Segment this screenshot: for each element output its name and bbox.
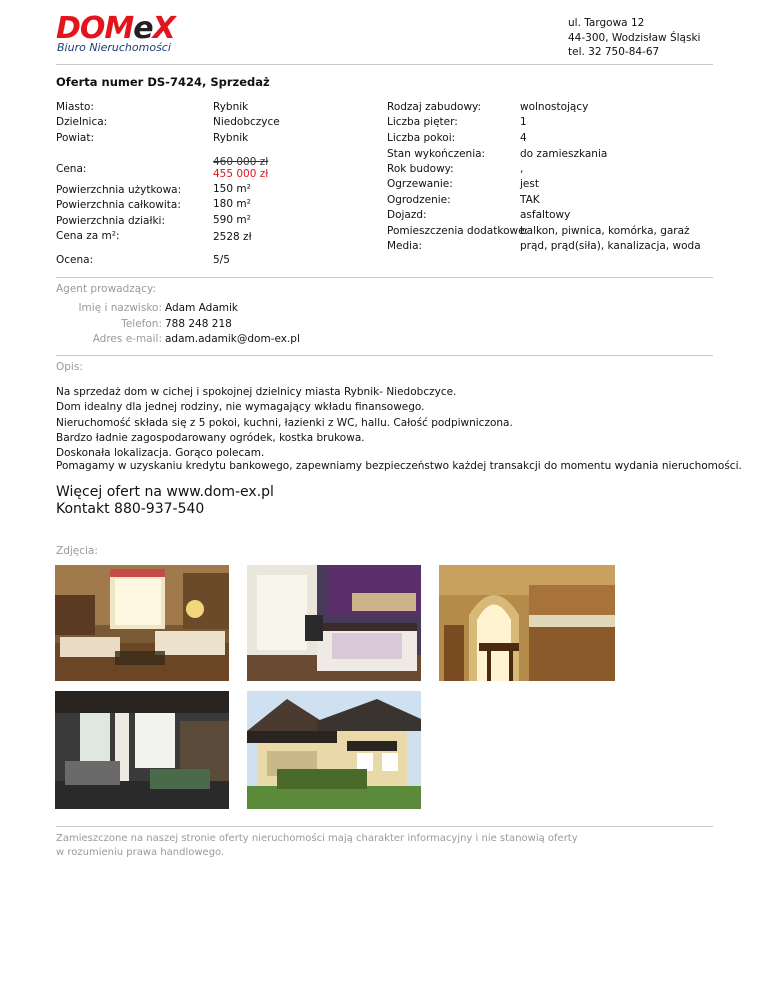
price-old: 460 000 zł xyxy=(213,156,269,168)
label-media: Media: xyxy=(387,240,423,252)
value-rodzaj-zabudowy: wolnostojący xyxy=(520,101,589,113)
label-stan-wykonczenia: Stan wykończenia: xyxy=(387,148,486,160)
value-cena-za-m2: 2528 zł xyxy=(213,231,252,243)
contact-city: 44-300, Wodzisław Śląski xyxy=(568,31,701,44)
label-pow-calkowita: Powierzchnia całkowita: xyxy=(56,199,181,211)
photo-bedroom[interactable] xyxy=(247,565,421,681)
value-dzielnica: Niedobczyce xyxy=(213,116,280,128)
contact-street: ul. Targowa 12 xyxy=(568,17,645,29)
description-line: Doskonała lokalizacja. Gorąco polecam. xyxy=(56,447,265,460)
agency-contact xyxy=(568,16,700,60)
price-new: 455 000 zł xyxy=(213,168,269,180)
value-pow-uzytkowa: 150 m² xyxy=(213,183,251,195)
photo-interior[interactable] xyxy=(55,691,229,809)
logo-wordmark: DOMeX xyxy=(56,11,175,46)
value-ogrodzenie: TAK xyxy=(520,194,540,206)
agent-phone[interactable]: 788 248 218 xyxy=(165,318,232,330)
value-miasto: Rybnik xyxy=(213,101,249,113)
bedroom-image xyxy=(247,565,421,681)
description-line: Nieruchomość składa się z 5 pokoi, kuchni, łazienki z WC, hallu. Całość podpiwniczona. xyxy=(56,416,513,429)
divider xyxy=(56,355,713,356)
living-room-image xyxy=(55,565,229,681)
divider xyxy=(56,64,713,65)
value-ocena: 5/5 xyxy=(213,254,230,266)
agent-section-label: Agent prowadzący: xyxy=(56,283,156,295)
kitchen-image xyxy=(439,565,615,681)
agent-phone-label: Telefon: xyxy=(121,318,162,330)
photo-house-exterior[interactable] xyxy=(247,691,421,809)
label-ocena: Ocena: xyxy=(56,254,94,266)
value-rok-budowy: , xyxy=(520,163,524,175)
label-cena-za-m2: Cena za m²: xyxy=(56,230,120,242)
description-line: Na sprzedaż dom w cichej i spokojnej dzielnicy miasta Rybnik- Niedobczyce. xyxy=(56,386,457,398)
agent-email-label: Adres e-mail: xyxy=(92,333,162,345)
label-dojazd: Dojazd: xyxy=(387,209,427,221)
disclaimer-line: Zamieszczone na naszej stronie oferty nieruchomości mają charakter informacyjny i nie stanowią oferty xyxy=(56,833,578,844)
company-logo[interactable] xyxy=(56,11,196,54)
label-rok-budowy: Rok budowy: xyxy=(387,163,454,175)
agent-name-label: Imię i nazwisko: xyxy=(78,302,162,314)
divider xyxy=(56,277,713,278)
value-liczba-pokoi: 4 xyxy=(520,132,527,144)
label-ogrodzenie: Ogrodzenie: xyxy=(387,194,451,206)
value-stan-wykonczenia: do zamieszkania xyxy=(520,148,608,160)
logo-tagline: Biuro Nieruchomości xyxy=(57,41,171,54)
value-ogrzewanie: jest xyxy=(520,178,539,190)
label-liczba-pokoi: Liczba pokoi: xyxy=(387,132,456,144)
agent-name: Adam Adamik xyxy=(165,302,238,314)
value-dojazd: asfaltowy xyxy=(520,209,571,221)
label-miasto: Miasto: xyxy=(56,101,94,113)
photo-living-room[interactable] xyxy=(55,565,229,681)
more-offers-link[interactable]: Więcej ofert na www.dom-ex.pl xyxy=(56,484,274,500)
photo-kitchen[interactable] xyxy=(439,565,615,681)
value-pomieszczenia-dodatkowe: balkon, piwnica, komórka, garaż xyxy=(520,225,690,237)
contact-phone: tel. 32 750-84-67 xyxy=(568,46,660,58)
contact-phone-line: Kontakt 880-937-540 xyxy=(56,501,205,517)
label-pow-uzytkowa: Powierzchnia użytkowa: xyxy=(56,184,182,196)
label-powiat: Powiat: xyxy=(56,132,94,144)
label-dzielnica: Dzielnica: xyxy=(56,116,108,128)
label-pow-dzialki: Powierzchnia działki: xyxy=(56,215,165,227)
more-offers xyxy=(56,484,274,518)
description-line: Bardzo ładnie zagospodarowany ogródek, kostka brukowa. xyxy=(56,431,365,444)
description-section-label: Opis: xyxy=(56,361,83,373)
label-cena: Cena: xyxy=(56,163,87,175)
house-exterior-image xyxy=(247,691,421,809)
description-text xyxy=(56,385,513,461)
value-powiat: Rybnik xyxy=(213,132,249,144)
value-liczba-pieter: 1 xyxy=(520,116,527,128)
label-rodzaj-zabudowy: Rodzaj zabudowy: xyxy=(387,101,482,113)
label-ogrzewanie: Ogrzewanie: xyxy=(387,178,453,190)
description-line: Dom idealny dla jednej rodziny, nie wymagający wkładu finansowego. xyxy=(56,401,425,414)
divider xyxy=(56,826,713,827)
photos-section-label: Zdjęcia: xyxy=(56,545,98,557)
agent-email[interactable]: adam.adamik@dom-ex.pl xyxy=(165,333,300,345)
offer-title: Oferta numer DS-7424, Sprzedaż xyxy=(56,75,270,89)
label-liczba-pieter: Liczba pięter: xyxy=(387,116,458,128)
legal-disclaimer xyxy=(56,832,578,860)
value-pow-calkowita: 180 m² xyxy=(213,198,251,210)
disclaimer-line: w rozumieniu prawa handlowego. xyxy=(56,847,225,858)
help-text: Pomagamy w uzyskaniu kredytu bankowego, zapewniamy bezpieczeństwo każdej transakcji do momentu wydania nieruchomości. xyxy=(56,460,742,472)
interior-image xyxy=(55,691,229,809)
label-pomieszczenia-dodatkowe: Pomieszczenia dodatkowe: xyxy=(387,225,529,237)
value-pow-dzialki: 590 m² xyxy=(213,214,251,226)
value-media: prąd, prąd(siła), kanalizacja, woda xyxy=(520,240,701,252)
